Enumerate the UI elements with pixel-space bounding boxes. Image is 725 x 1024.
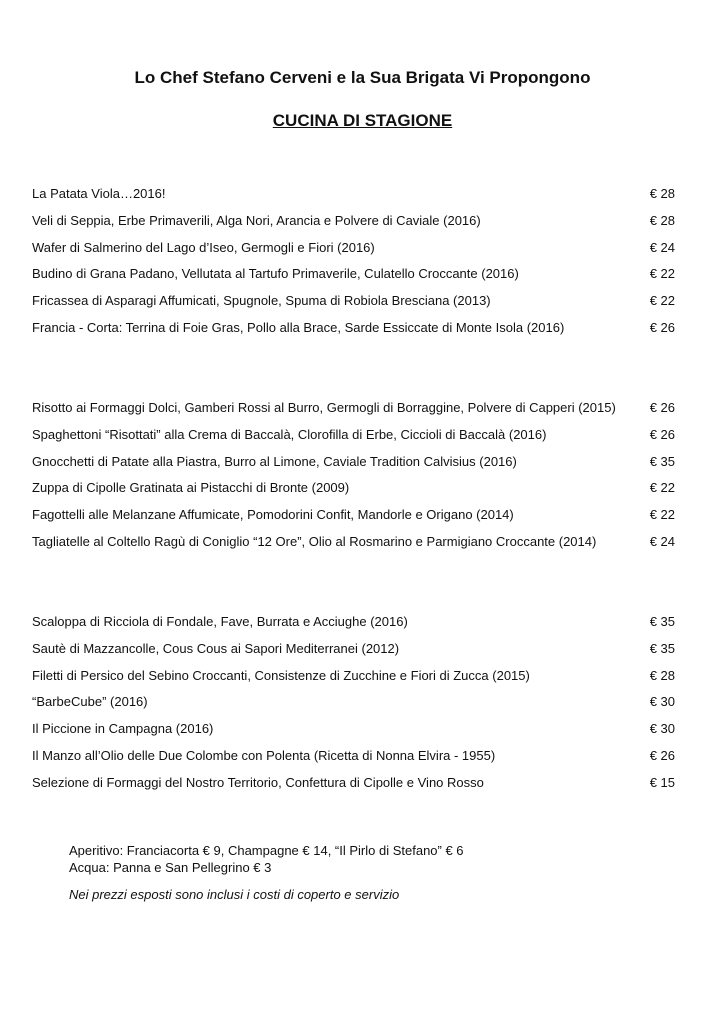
menu-item-name: Il Piccione in Campagna (2016): [32, 721, 214, 737]
menu-item-price: € 26: [649, 747, 675, 763]
menu-item-name: Scaloppa di Ricciola di Fondale, Fave, Burrata e Acciughe (2016): [32, 614, 408, 629]
menu-section-primi: [32, 400, 675, 561]
menu-item-name: Fricassea di Asparagi Affumicati, Spugnole, Spuma di Robiola Bresciana (2013): [32, 293, 491, 309]
menu-item-price: € 15: [649, 774, 675, 790]
menu-item-name: Spaghettoni “Risottati” alla Crema di Baccalà, Clorofilla di Erbe, Ciccioli di Baccalà (2016): [32, 426, 547, 442]
menu-item-name: Risotto ai Formaggi Dolci, Gamberi Rossi al Burro, Germogli di Borraggine, Polvere di Capperi (2015): [32, 400, 616, 415]
menu-item-price: € 22: [649, 266, 675, 282]
menu-item-price: € 35: [649, 614, 675, 629]
menu-item: [32, 480, 675, 507]
menu-item-name: Selezione di Formaggi del Nostro Territorio, Confettura di Cipolle e Vino Rosso: [32, 774, 484, 790]
menu-item-price: € 24: [649, 239, 675, 255]
acqua-line: Acqua: Panna e San Pellegrino € 3: [69, 860, 272, 875]
menu-item: [32, 240, 675, 267]
menu-item-name: Filetti di Persico del Sebino Croccanti, Consistenze di Zucchine e Fiori di Zucca (2015): [32, 667, 530, 683]
menu-item-name: Wafer di Salmerino del Lago d’Iseo, Germogli e Fiori (2016): [32, 239, 375, 255]
menu-item-price: € 22: [649, 293, 675, 309]
menu-item-price: € 35: [649, 453, 675, 469]
menu-item-name: Francia - Corta: Terrina di Foie Gras, Pollo alla Brace, Sarde Essiccate di Monte Isola (2016): [32, 319, 565, 335]
menu-item-name: Il Manzo all’Olio delle Due Colombe con Polenta (Ricetta di Nonna Elvira - 1955): [32, 747, 496, 763]
menu-item-name: Gnocchetti di Patate alla Piastra, Burro al Limone, Caviale Tradition Calvisius (2016): [32, 453, 517, 469]
menu-item-price: € 22: [649, 507, 675, 523]
menu-item: [32, 748, 675, 775]
menu-item-price: € 28: [649, 186, 675, 201]
menu-item-price: € 22: [649, 480, 675, 496]
menu-item: [32, 721, 675, 748]
menu-section-secondi: [32, 614, 675, 802]
menu-item-price: € 30: [649, 721, 675, 737]
menu-item-name: Tagliatelle al Coltello Ragù di Coniglio “12 Ore”, Olio al Rosmarino e Parmigiano Croccante (2014): [32, 533, 597, 549]
menu-item-price: € 28: [649, 667, 675, 683]
menu-item-price: € 30: [649, 694, 675, 710]
menu-item: [32, 293, 675, 320]
menu-item-price: € 26: [649, 319, 675, 335]
page-subtitle: CUCINA DI STAGIONE: [272, 111, 453, 130]
menu-item: [32, 641, 675, 668]
menu-item: [32, 186, 675, 213]
menu-item-price: € 28: [649, 212, 675, 228]
menu-item: [32, 668, 675, 695]
menu-item: [32, 454, 675, 481]
menu-item-name: Fagottelli alle Melanzane Affumicate, Pomodorini Confit, Mandorle e Origano (2014): [32, 507, 514, 523]
menu-item-name: Budino di Grana Padano, Vellutata al Tartufo Primaverile, Culatello Croccante (2016): [32, 266, 519, 282]
menu-item: [32, 507, 675, 534]
menu-item: [32, 266, 675, 293]
menu-item: [32, 427, 675, 454]
menu-item-price: € 26: [649, 400, 675, 415]
menu-item-price: € 26: [649, 426, 675, 442]
menu-section-antipasti: [32, 186, 675, 347]
menu-item: [32, 775, 675, 802]
menu-item-name: Zuppa di Cipolle Gratinata ai Pistacchi di Bronte (2009): [32, 480, 350, 496]
pricing-note: Nei prezzi esposti sono inclusi i costi di coperto e servizio: [69, 887, 400, 902]
menu-item-name: La Patata Viola…2016!: [32, 186, 166, 201]
menu-item-name: “BarbeCube” (2016): [32, 694, 148, 710]
menu-item: [32, 614, 675, 641]
menu-item: [32, 694, 675, 721]
menu-item-name: Sautè di Mazzancolle, Cous Cous ai Sapori Mediterranei (2012): [32, 640, 400, 656]
aperitivo-line: Aperitivo: Franciacorta € 9, Champagne € 14, “Il Pirlo di Stefano” € 6: [69, 843, 464, 858]
menu-item-price: € 24: [649, 533, 675, 549]
menu-item: [32, 213, 675, 240]
menu-item: [32, 534, 675, 561]
menu-item: [32, 320, 675, 347]
menu-item-name: Veli di Seppia, Erbe Primaverili, Alga Nori, Arancia e Polvere di Caviale (2016): [32, 212, 481, 228]
page-title: Lo Chef Stefano Cerveni e la Sua Brigata Vi Propongono: [134, 68, 591, 87]
menu-item-price: € 35: [649, 640, 675, 656]
menu-item: [32, 400, 675, 427]
menu-footer: [69, 843, 464, 904]
